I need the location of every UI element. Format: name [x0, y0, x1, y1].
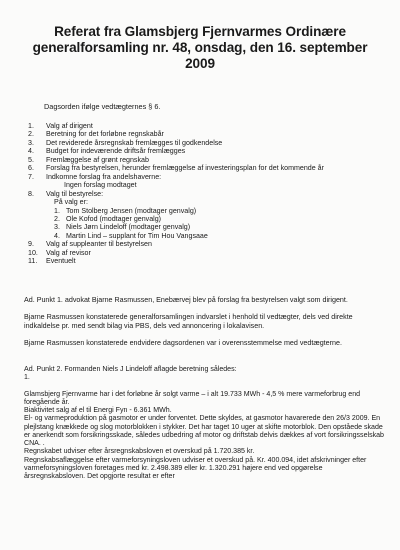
candidate-item: 1. Tom Stolberg Jensen (modtager genvalg): [54, 206, 197, 215]
agenda-item: 2. Beretning for det forløbne regnskabår: [28, 130, 164, 139]
agenda-item: 3. Det reviderede årsregnskab fremlægges til godkendelse: [28, 138, 223, 147]
point-1-paragraph: Bjarne Rasmussen konstaterede generalforsamlingen indvarslet i henhold til vedtægter, dels ved direkte indkaldelse pr. med sendt bilag via PBS, dels ved annoncering i lokalavisen.: [24, 313, 353, 330]
agenda-item: 7. Indkomne forslag fra andelshaverne:: [28, 172, 162, 181]
point-2-paragraph: Glamsbjerg Fjernvarme har i det forløbne år solgt varme – i alt 19.733 MWh - 4,5 % mere varmeforbrug end foregående år.: [24, 390, 361, 406]
agenda-list: [28, 122, 324, 266]
point-2-paragraph: Regnskabsaflæggelse efter varmeforsyningsloven udviser et overskud på. Kr. 400.094, idet afskrivninger efter varmeforsyningsloven foretages med kr. 2.498.389 eller kr. 1.320.291 højere end ved opgørelse årsregnskabsloven. Det opgjorte resultat er efter: [24, 456, 367, 480]
agenda-item: 5. Fremlæggelse af grønt regnskab: [28, 155, 149, 164]
title-line-2: generalforsamling nr. 48, onsdag, den 16. september: [32, 40, 368, 55]
point-2-section: [24, 366, 384, 481]
agenda-item: 4. Budget for indeværende driftsår fremlægges: [28, 147, 186, 156]
candidate-item: 3. Niels Jørn Lindeloff (modtager genvalg): [54, 223, 191, 232]
point-2-number: 1.: [24, 374, 30, 382]
agenda-subitem: Ingen forslag modtaget: [64, 181, 137, 190]
point-2-heading: Ad. Punkt 2. Formanden Niels J Lindeloff aflagde beretning således:: [24, 366, 237, 373]
agenda-item: 11. Eventuelt: [28, 257, 76, 266]
point-2-paragraph: El- og varmeproduktion på gasmotor er under forventet. Dette skyldes, at gasmotor havarerede den 26/3 2009. En plejlstang knækkede og slog motorblokken i stykker. Det har taget 10 uger at skifte motorblok. Den opståede skade er anerkendt som forsikringsskade, således udbedring af motor og driftstab delvis dækkes af vort forsikringsselskab CNA. .: [24, 415, 384, 447]
agenda-subitem: På valg er:: [54, 198, 88, 207]
point-2-paragraph: Regnskabet udviser efter årsregnskabsloven et overskud på 1.720.385 kr.: [24, 448, 255, 456]
title-line-3: 2009: [185, 56, 215, 71]
agenda-item: 6. Forslag fra bestyrelsen, herunder fremlæggelse af investeringsplan for det kommende år: [28, 164, 324, 173]
point-2-paragraph: Biaktivitet salg af el til Energi Fyn - 6.361 MWh.: [24, 407, 172, 414]
title-line-1: Referat fra Glamsbjerg Fjernvarmes Ordinære: [54, 24, 346, 39]
candidate-item: 2. Ole Kofod (modtager genvalg): [54, 214, 162, 223]
point-1-paragraph: Ad. Punkt 1. advokat Bjarne Rasmussen, Enebærvej blev på forslag fra bestyrelsen valgt som dirigent.: [24, 296, 348, 304]
agenda-item: 8. Valg til bestyrelse:: [28, 189, 104, 198]
agenda-item: 10. Valg af revisor: [28, 248, 91, 257]
document-title: [0, 24, 400, 72]
point-1-paragraph: Bjarne Rasmussen konstaterede endvidere dagsordenen var i overensstemmelse med vedtægterne.: [24, 338, 342, 347]
agenda-intro: Dagsorden ifølge vedtægternes § 6.: [44, 102, 161, 111]
agenda-item: 1. Valg af dirigent: [28, 122, 93, 130]
candidate-item: 4. Martin Lind – supplant for Tim Hou Vangsaae: [54, 231, 208, 240]
point-1-section: [24, 296, 384, 356]
agenda-item: 9. Valg af suppleanter til bestyrelsen: [28, 240, 152, 249]
